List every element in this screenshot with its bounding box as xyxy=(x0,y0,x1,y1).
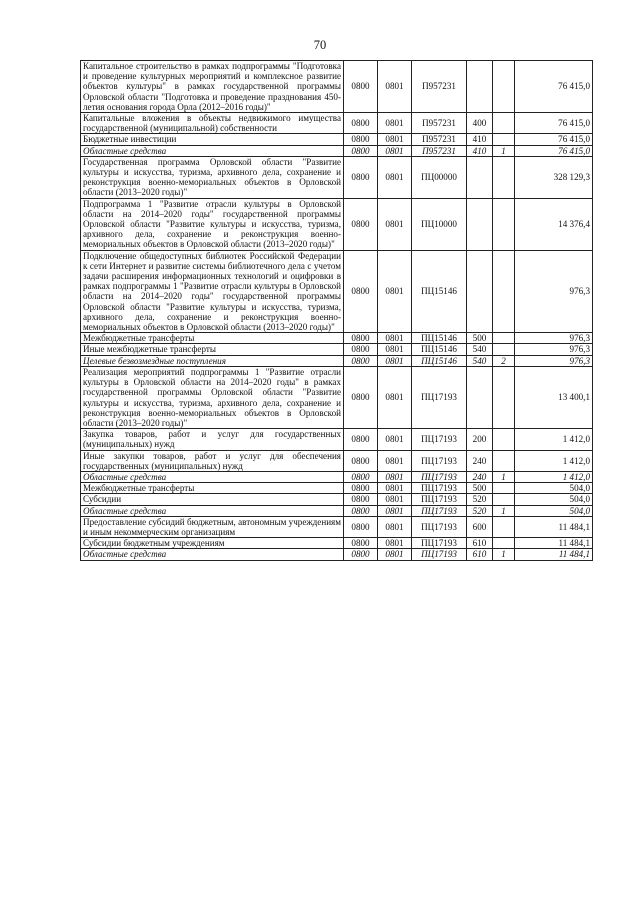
amount-cell: 1 412,0 xyxy=(515,450,593,471)
funding-source-cell xyxy=(493,366,515,428)
funding-source-cell: 1 xyxy=(493,505,515,516)
row-name-cell: Субсидии xyxy=(81,494,344,505)
section-code-cell: 0800 xyxy=(344,113,378,134)
funding-source-cell xyxy=(493,344,515,355)
subsection-code-cell: 0801 xyxy=(378,333,412,344)
subsection-code-cell: 0801 xyxy=(378,549,412,560)
amount-cell: 976,3 xyxy=(515,333,593,344)
section-code-cell: 0800 xyxy=(344,134,378,145)
target-article-cell: ПЦ15146 xyxy=(412,355,467,366)
amount-cell: 76 415,0 xyxy=(515,145,593,156)
funding-source-cell xyxy=(493,134,515,145)
table-row xyxy=(81,538,593,549)
funding-source-cell: 2 xyxy=(493,355,515,366)
table-row xyxy=(81,505,593,516)
target-article-cell: ПЦ17193 xyxy=(412,505,467,516)
funding-source-cell xyxy=(493,113,515,134)
section-code-cell: 0800 xyxy=(344,471,378,482)
target-article-cell: ПЦ15146 xyxy=(412,344,467,355)
expense-type-cell xyxy=(467,198,493,250)
table-row xyxy=(81,483,593,494)
subsection-code-cell: 0801 xyxy=(378,145,412,156)
funding-source-cell: 1 xyxy=(493,145,515,156)
section-code-cell: 0800 xyxy=(344,145,378,156)
subsection-code-cell: 0801 xyxy=(378,61,412,113)
section-code-cell: 0800 xyxy=(344,494,378,505)
amount-cell: 11 484,1 xyxy=(515,516,593,537)
amount-cell: 976,3 xyxy=(515,355,593,366)
row-name-cell: Подпрограмма 1 "Развитие отрасли культуры в Орловской области на 2014–2020 годы" государственной программы Орловской области "Развитие культуры и искусства, туризма, архивного дела, сохранение и реконструкция военно-мемориальных объектов в Орловской области (2013–2020 годы)" xyxy=(81,198,344,250)
subsection-code-cell: 0801 xyxy=(378,355,412,366)
funding-source-cell xyxy=(493,156,515,198)
amount-cell: 504,0 xyxy=(515,483,593,494)
table-row xyxy=(81,113,593,134)
amount-cell: 1 412,0 xyxy=(515,471,593,482)
target-article-cell: ПЦ17193 xyxy=(412,483,467,494)
row-name-cell: Межбюджетные трансферты xyxy=(81,333,344,344)
funding-source-cell xyxy=(493,483,515,494)
subsection-code-cell: 0801 xyxy=(378,344,412,355)
expense-type-cell xyxy=(467,156,493,198)
funding-source-cell xyxy=(493,450,515,471)
section-code-cell: 0800 xyxy=(344,483,378,494)
row-name-cell: Целевые безвозмездные поступления xyxy=(81,355,344,366)
row-name-cell: Областные средства xyxy=(81,549,344,560)
expense-type-cell xyxy=(467,250,493,333)
funding-source-cell xyxy=(493,538,515,549)
table-row xyxy=(81,549,593,560)
section-code-cell: 0800 xyxy=(344,450,378,471)
section-code-cell: 0800 xyxy=(344,61,378,113)
row-name-cell: Реализация мероприятий подпрограммы 1 "Развитие отрасли культуры в Орловской области на 2014–2020 годы" в рамках государственной программы Орловской области "Развитие культуры и искусства, туризма, архивного дела, сохранение и реконструкция военно-мемориальных объектов в Орловской области (2013–2020 годы)" xyxy=(81,366,344,428)
table-row xyxy=(81,156,593,198)
subsection-code-cell: 0801 xyxy=(378,471,412,482)
amount-cell: 976,3 xyxy=(515,250,593,333)
row-name-cell: Закупка товаров, работ и услуг для государственных (муниципальных) нужд xyxy=(81,429,344,450)
row-name-cell: Областные средства xyxy=(81,145,344,156)
section-code-cell: 0800 xyxy=(344,250,378,333)
expense-type-cell: 500 xyxy=(467,483,493,494)
section-code-cell: 0800 xyxy=(344,198,378,250)
row-name-cell: Капитальные вложения в объекты недвижимого имущества государственной (муниципальной) собственности xyxy=(81,113,344,134)
subsection-code-cell: 0801 xyxy=(378,134,412,145)
section-code-cell: 0800 xyxy=(344,355,378,366)
target-article-cell: ПЦ00000 xyxy=(412,156,467,198)
funding-source-cell: 1 xyxy=(493,549,515,560)
row-name-cell: Подключение общедоступных библиотек Российской Федерации к сети Интернет и развитие системы библиотечного дела с учетом задачи расширения информационных технологий и оцифровки в рамках подпрограммы 1 "Развитие отрасли культуры в Орловской области на 2014–2020 годы" государственной программы Орловской области "Развитие культуры и искусства, туризма, архивного дела, сохранение и реконструкция военно-мемориальных объектов в Орловской области (2013–2020 годы)" xyxy=(81,250,344,333)
expense-type-cell: 610 xyxy=(467,538,493,549)
table-row xyxy=(81,250,593,333)
table-row xyxy=(81,450,593,471)
row-name-cell: Областные средства xyxy=(81,471,344,482)
expense-type-cell: 240 xyxy=(467,471,493,482)
target-article-cell: ПЦ17193 xyxy=(412,471,467,482)
funding-source-cell xyxy=(493,250,515,333)
subsection-code-cell: 0801 xyxy=(378,366,412,428)
funding-source-cell: 1 xyxy=(493,471,515,482)
expense-type-cell: 200 xyxy=(467,429,493,450)
row-name-cell: Бюджетные инвестиции xyxy=(81,134,344,145)
target-article-cell: ПЦ17193 xyxy=(412,429,467,450)
amount-cell: 976,3 xyxy=(515,344,593,355)
row-name-cell: Капитальное строительство в рамках подпрограммы "Подготовка и проведение культурных мероприятий и комплексное развитие объектов культуры" в рамках государственной программы Орловской области "Подготовка и проведение празднования 450-летия основания города Орла (2012–2016 годы)" xyxy=(81,61,344,113)
section-code-cell: 0800 xyxy=(344,429,378,450)
table-row xyxy=(81,516,593,537)
funding-source-cell xyxy=(493,516,515,537)
expense-type-cell: 520 xyxy=(467,505,493,516)
amount-cell: 14 376,4 xyxy=(515,198,593,250)
section-code-cell: 0800 xyxy=(344,333,378,344)
target-article-cell: ПЦ15146 xyxy=(412,250,467,333)
subsection-code-cell: 0801 xyxy=(378,156,412,198)
table-row xyxy=(81,134,593,145)
table-row xyxy=(81,344,593,355)
subsection-code-cell: 0801 xyxy=(378,483,412,494)
target-article-cell: П957231 xyxy=(412,61,467,113)
section-code-cell: 0800 xyxy=(344,549,378,560)
funding-source-cell xyxy=(493,198,515,250)
expense-type-cell xyxy=(467,61,493,113)
funding-source-cell xyxy=(493,494,515,505)
section-code-cell: 0800 xyxy=(344,516,378,537)
subsection-code-cell: 0801 xyxy=(378,198,412,250)
target-article-cell: ПЦ10000 xyxy=(412,198,467,250)
table-row xyxy=(81,494,593,505)
section-code-cell: 0800 xyxy=(344,344,378,355)
target-article-cell: ПЦ17193 xyxy=(412,494,467,505)
table-row xyxy=(81,471,593,482)
subsection-code-cell: 0801 xyxy=(378,250,412,333)
target-article-cell: П957231 xyxy=(412,145,467,156)
budget-table xyxy=(80,60,593,561)
row-name-cell: Иные межбюджетные трансферты xyxy=(81,344,344,355)
table-row xyxy=(81,61,593,113)
expense-type-cell: 520 xyxy=(467,494,493,505)
amount-cell: 11 484,1 xyxy=(515,538,593,549)
amount-cell: 76 415,0 xyxy=(515,61,593,113)
target-article-cell: ПЦ17193 xyxy=(412,538,467,549)
amount-cell: 13 400,1 xyxy=(515,366,593,428)
row-name-cell: Предоставление субсидий бюджетным, автономным учреждениям и иным некоммерческим организациям xyxy=(81,516,344,537)
target-article-cell: ПЦ17193 xyxy=(412,516,467,537)
section-code-cell: 0800 xyxy=(344,156,378,198)
page-number: 70 xyxy=(313,38,327,52)
expense-type-cell xyxy=(467,366,493,428)
row-name-cell: Субсидии бюджетным учреждениям xyxy=(81,538,344,549)
subsection-code-cell: 0801 xyxy=(378,429,412,450)
target-article-cell: ПЦ17193 xyxy=(412,366,467,428)
row-name-cell: Межбюджетные трансферты xyxy=(81,483,344,494)
table-row xyxy=(81,198,593,250)
subsection-code-cell: 0801 xyxy=(378,113,412,134)
expense-type-cell: 240 xyxy=(467,450,493,471)
amount-cell: 1 412,0 xyxy=(515,429,593,450)
section-code-cell: 0800 xyxy=(344,366,378,428)
section-code-cell: 0800 xyxy=(344,505,378,516)
table-row xyxy=(81,429,593,450)
expense-type-cell: 600 xyxy=(467,516,493,537)
subsection-code-cell: 0801 xyxy=(378,505,412,516)
subsection-code-cell: 0801 xyxy=(378,450,412,471)
amount-cell: 76 415,0 xyxy=(515,134,593,145)
expense-type-cell: 540 xyxy=(467,355,493,366)
expense-type-cell: 410 xyxy=(467,145,493,156)
amount-cell: 11 484,1 xyxy=(515,549,593,560)
expense-type-cell: 410 xyxy=(467,134,493,145)
expense-type-cell: 500 xyxy=(467,333,493,344)
table-body xyxy=(81,61,593,561)
target-article-cell: ПЦ17193 xyxy=(412,549,467,560)
target-article-cell: П957231 xyxy=(412,113,467,134)
expense-type-cell: 610 xyxy=(467,549,493,560)
row-name-cell: Иные закупки товаров, работ и услуг для обеспечения государственных (муниципальных) нужд xyxy=(81,450,344,471)
row-name-cell: Государственная программа Орловской области "Развитие культуры и искусства, туризма, архивного дела, сохранение и реконструкция военно-мемориальных объектов в Орловской области (2013–2020 годы)" xyxy=(81,156,344,198)
table-row xyxy=(81,355,593,366)
subsection-code-cell: 0801 xyxy=(378,538,412,549)
funding-source-cell xyxy=(493,333,515,344)
table-row xyxy=(81,366,593,428)
target-article-cell: ПЦ15146 xyxy=(412,333,467,344)
expense-type-cell: 540 xyxy=(467,344,493,355)
section-code-cell: 0800 xyxy=(344,538,378,549)
expense-type-cell: 400 xyxy=(467,113,493,134)
subsection-code-cell: 0801 xyxy=(378,494,412,505)
funding-source-cell xyxy=(493,61,515,113)
funding-source-cell xyxy=(493,429,515,450)
row-name-cell: Областные средства xyxy=(81,505,344,516)
subsection-code-cell: 0801 xyxy=(378,516,412,537)
target-article-cell: ПЦ17193 xyxy=(412,450,467,471)
amount-cell: 504,0 xyxy=(515,505,593,516)
target-article-cell: П957231 xyxy=(412,134,467,145)
amount-cell: 76 415,0 xyxy=(515,113,593,134)
table-row xyxy=(81,145,593,156)
amount-cell: 504,0 xyxy=(515,494,593,505)
amount-cell: 328 129,3 xyxy=(515,156,593,198)
table-row xyxy=(81,333,593,344)
